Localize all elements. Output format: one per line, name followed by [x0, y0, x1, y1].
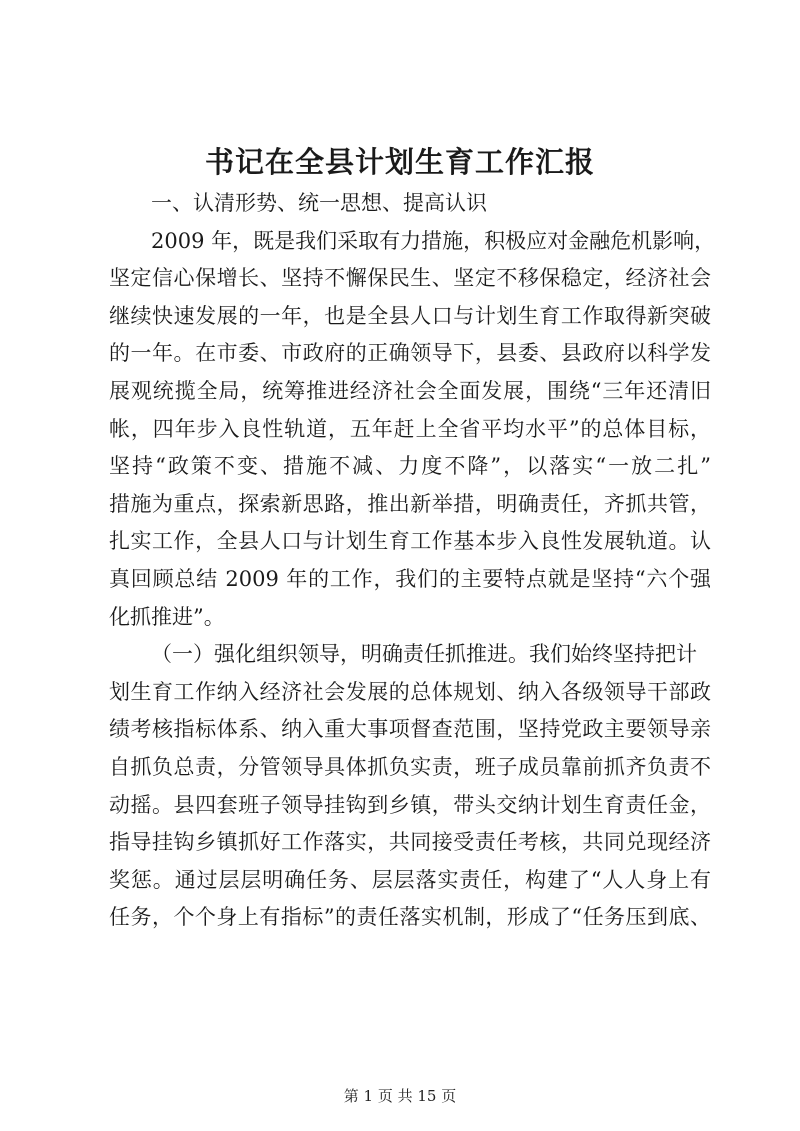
- paragraph-1: [109, 223, 716, 637]
- paragraph-line: 动摇。县四套班子领导挂钩到乡镇，带头交纳计划生育责任金，: [109, 792, 711, 817]
- paragraph-line: 绩考核指标体系、纳入重大事项督查范围，坚持党政主要领导亲: [109, 717, 711, 742]
- paragraph-line: 的一年。在市委、市政府的正确领导下，县委、县政府以科学发: [109, 341, 711, 366]
- section-heading: 一、认清形势、统一思想、提高认识: [151, 191, 487, 215]
- paragraph-line: 坚持“政策不变、措施不减、力度不降”，以落实“一放二扎”: [109, 454, 711, 479]
- paragraph-line: 措施为重点，探索新思路，推出新举措，明确责任，齐抓共管，: [109, 491, 711, 516]
- paragraph-line: 奖惩。通过层层明确任务、层层落实责任，构建了“人人身上有: [109, 867, 711, 892]
- paragraph-line: 展观统揽全局，统筹推进经济社会全面发展，围绕“三年还清旧: [109, 378, 711, 403]
- paragraph-line: 帐，四年步入良性轨道，五年赶上全省平均水平”的总体目标，: [109, 416, 711, 441]
- document-title: 书记在全县计划生育工作汇报: [204, 145, 595, 179]
- paragraph-line: 坚定信心保增长、坚持不懈保民生、坚定不移保稳定，经济社会: [109, 266, 711, 291]
- paragraph-line: 划生育工作纳入经济社会发展的总体规划、纳入各级领导干部政: [109, 679, 711, 704]
- paragraph-line: 真回顾总结 2009 年的工作，我们的主要特点就是坚持“六个强: [109, 566, 711, 591]
- paragraph-2: [109, 636, 711, 937]
- paragraph-line: 指导挂钩乡镇抓好工作落实，共同接受责任考核，共同兑现经济: [109, 830, 711, 855]
- page-number-footer: 第 1 页 共 15 页: [343, 1087, 457, 1105]
- document-body: [109, 185, 716, 937]
- paragraph-line: 化抓推进”。: [109, 604, 225, 629]
- paragraph-line: 任务，个个身上有指标”的责任落实机制，形成了“任务压到底、: [109, 905, 711, 930]
- paragraph-line: （一）强化组织领导，明确责任抓推进。我们始终坚持把计: [151, 642, 697, 667]
- paragraph-line: 继续快速发展的一年，也是全县人口与计划生育工作取得新突破: [109, 303, 711, 328]
- paragraph-line: 2009 年，既是我们采取有力措施，积极应对金融危机影响，: [151, 228, 716, 253]
- paragraph-line: 自抓负总责，分管领导具体抓负实责，班子成员靠前抓齐负责不: [109, 754, 711, 779]
- paragraph-line: 扎实工作，全县人口与计划生育工作基本步入良性发展轨道。认: [109, 529, 711, 554]
